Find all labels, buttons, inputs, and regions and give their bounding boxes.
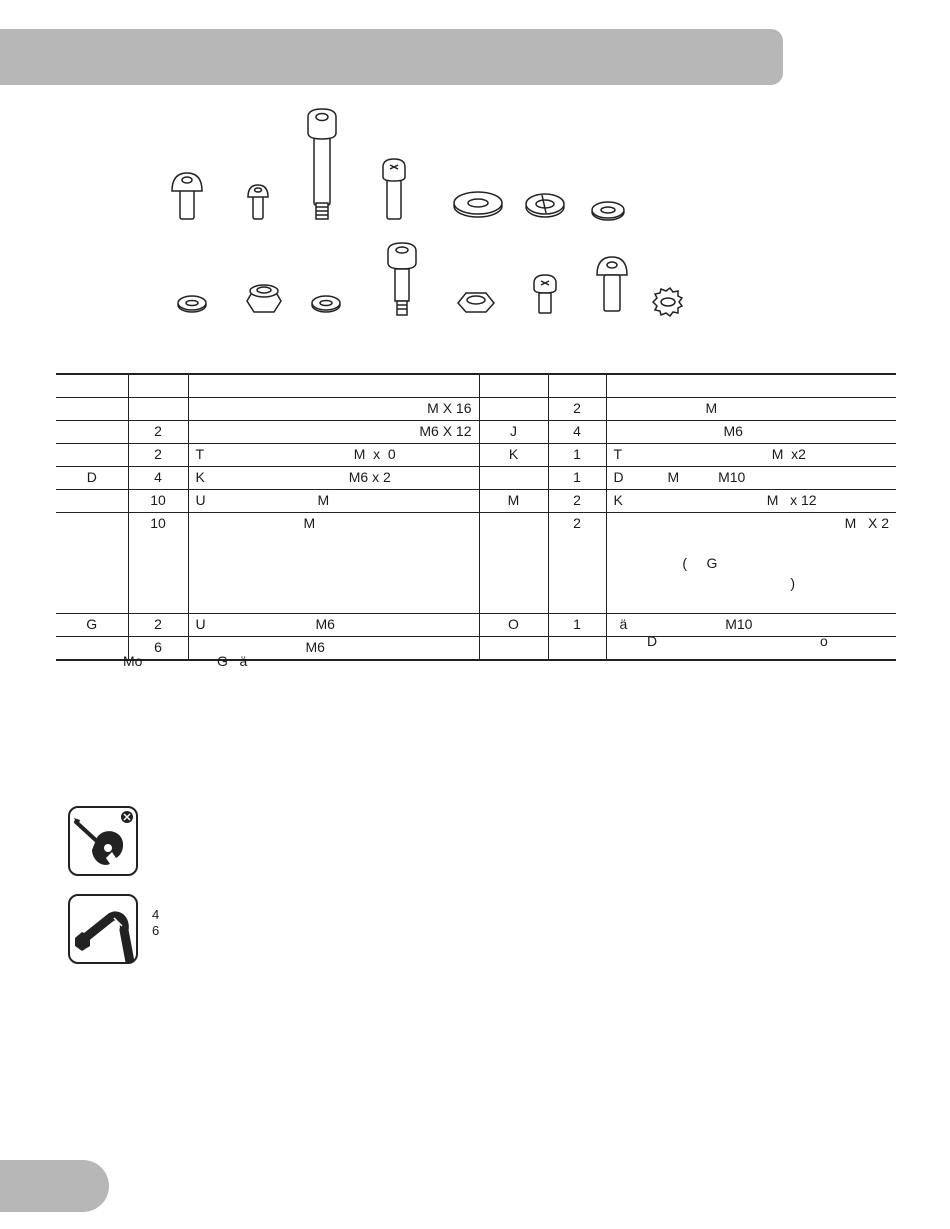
note-text: G ä	[217, 653, 248, 669]
part-qty: 1	[548, 614, 606, 637]
small-washer-icon	[312, 296, 340, 312]
table-row	[56, 444, 896, 467]
part-key: K	[479, 444, 548, 467]
column-header	[56, 374, 128, 398]
long-shoulder-bolt-icon	[308, 109, 336, 219]
part-key	[56, 490, 128, 513]
parts-table	[56, 373, 896, 661]
flat-washer-icon	[454, 192, 502, 217]
button-head-bolt-icon	[172, 173, 202, 219]
part-key: O	[479, 614, 548, 637]
part-key	[479, 398, 548, 421]
column-header	[479, 374, 548, 398]
part-description	[188, 513, 479, 614]
column-header	[606, 374, 896, 398]
desc-lead: K	[195, 469, 205, 485]
desc-lead: T	[195, 446, 204, 462]
desc-spec: M M10	[667, 469, 746, 485]
desc-lead: ä	[619, 616, 628, 632]
table-row	[56, 421, 896, 444]
desc-lead: D	[613, 469, 624, 485]
small-bolt-icon	[248, 185, 268, 219]
phillips-short-bolt-icon	[534, 275, 556, 313]
desc-spec: M X 16	[427, 400, 472, 416]
desc-spec: M6 X 12	[419, 423, 472, 439]
part-key	[56, 421, 128, 444]
table-header-row	[56, 374, 896, 398]
part-description	[606, 444, 896, 467]
desc-spec: M x 12	[766, 492, 817, 508]
allen-key-size: 6	[152, 923, 160, 938]
allen-key-tool-icon	[68, 894, 138, 964]
part-qty	[128, 398, 188, 421]
part-key	[56, 513, 128, 614]
part-qty: 4	[548, 421, 606, 444]
part-key	[56, 444, 128, 467]
part-qty: 2	[128, 421, 188, 444]
desc-spec: M6	[723, 423, 743, 439]
star-washer-icon	[653, 288, 682, 316]
desc-spec: M6	[315, 616, 335, 632]
part-key: D	[56, 467, 128, 490]
part-qty	[548, 637, 606, 661]
part-qty: 10	[128, 490, 188, 513]
part-key	[479, 467, 548, 490]
part-description	[188, 614, 479, 637]
desc-note-end: )	[790, 575, 796, 591]
allen-key-size: 4	[152, 907, 160, 922]
column-header	[548, 374, 606, 398]
part-key: M	[479, 490, 548, 513]
table-row	[56, 637, 896, 661]
part-description	[188, 467, 479, 490]
column-header	[128, 374, 188, 398]
part-key	[56, 637, 128, 661]
part-qty: 2	[128, 444, 188, 467]
table-row	[56, 614, 896, 637]
small-washer-icon	[178, 296, 206, 312]
desc-spec: M10	[725, 616, 753, 632]
part-key	[479, 637, 548, 661]
desc-spec: M6 x 2	[348, 469, 391, 485]
button-head-long-bolt-icon	[597, 257, 627, 311]
desc-lead: U	[195, 616, 206, 632]
desc-lead: T	[613, 446, 622, 462]
desc-spec: M	[303, 515, 316, 531]
part-qty: 2	[548, 490, 606, 513]
part-key: G	[56, 614, 128, 637]
table-row	[56, 398, 896, 421]
column-header	[188, 374, 479, 398]
part-key	[56, 398, 128, 421]
desc-spec: M x 0	[353, 446, 396, 462]
part-description	[188, 490, 479, 513]
part-description	[188, 444, 479, 467]
desc-spec: M	[705, 400, 718, 416]
desc-spec: M x2	[771, 446, 806, 462]
part-qty: 1	[548, 467, 606, 490]
part-qty: 10	[128, 513, 188, 614]
table-row	[56, 513, 896, 614]
part-description	[606, 467, 896, 490]
part-qty: 4	[128, 467, 188, 490]
phillips-bolt-icon	[383, 159, 405, 219]
note-text: Mo	[123, 653, 143, 669]
lock-nut-icon	[247, 285, 281, 312]
desc-spec: M6	[305, 639, 325, 655]
desc-spec: M	[317, 492, 330, 508]
part-key	[479, 513, 548, 614]
part-description	[188, 398, 479, 421]
part-key: J	[479, 421, 548, 444]
small-washer-icon	[592, 202, 624, 220]
hex-nut-icon	[458, 293, 494, 312]
desc-lead: U	[195, 492, 206, 508]
part-description	[606, 421, 896, 444]
page-number-tab	[0, 1160, 109, 1212]
part-qty: 6	[128, 637, 188, 661]
wrench-screwdriver-tool-icon	[68, 806, 138, 876]
desc-spec: M X 2	[844, 515, 889, 531]
part-description	[606, 513, 896, 614]
part-qty: 2	[548, 398, 606, 421]
shoulder-bolt-icon	[388, 243, 416, 315]
desc-note: ( G	[682, 555, 718, 571]
note-text: o	[820, 633, 828, 649]
table-row	[56, 490, 896, 513]
split-washer-icon	[526, 194, 564, 217]
part-description	[606, 490, 896, 513]
header-bar	[0, 29, 783, 85]
hex-key-icon	[70, 896, 136, 962]
hardware-illustration	[150, 105, 730, 325]
part-description	[606, 398, 896, 421]
desc-lead: K	[613, 492, 623, 508]
part-qty: 2	[128, 614, 188, 637]
part-qty: 2	[548, 513, 606, 614]
part-description	[188, 421, 479, 444]
wrench-icon	[70, 808, 136, 874]
table-row	[56, 467, 896, 490]
note-text: D	[647, 633, 658, 649]
part-qty: 1	[548, 444, 606, 467]
